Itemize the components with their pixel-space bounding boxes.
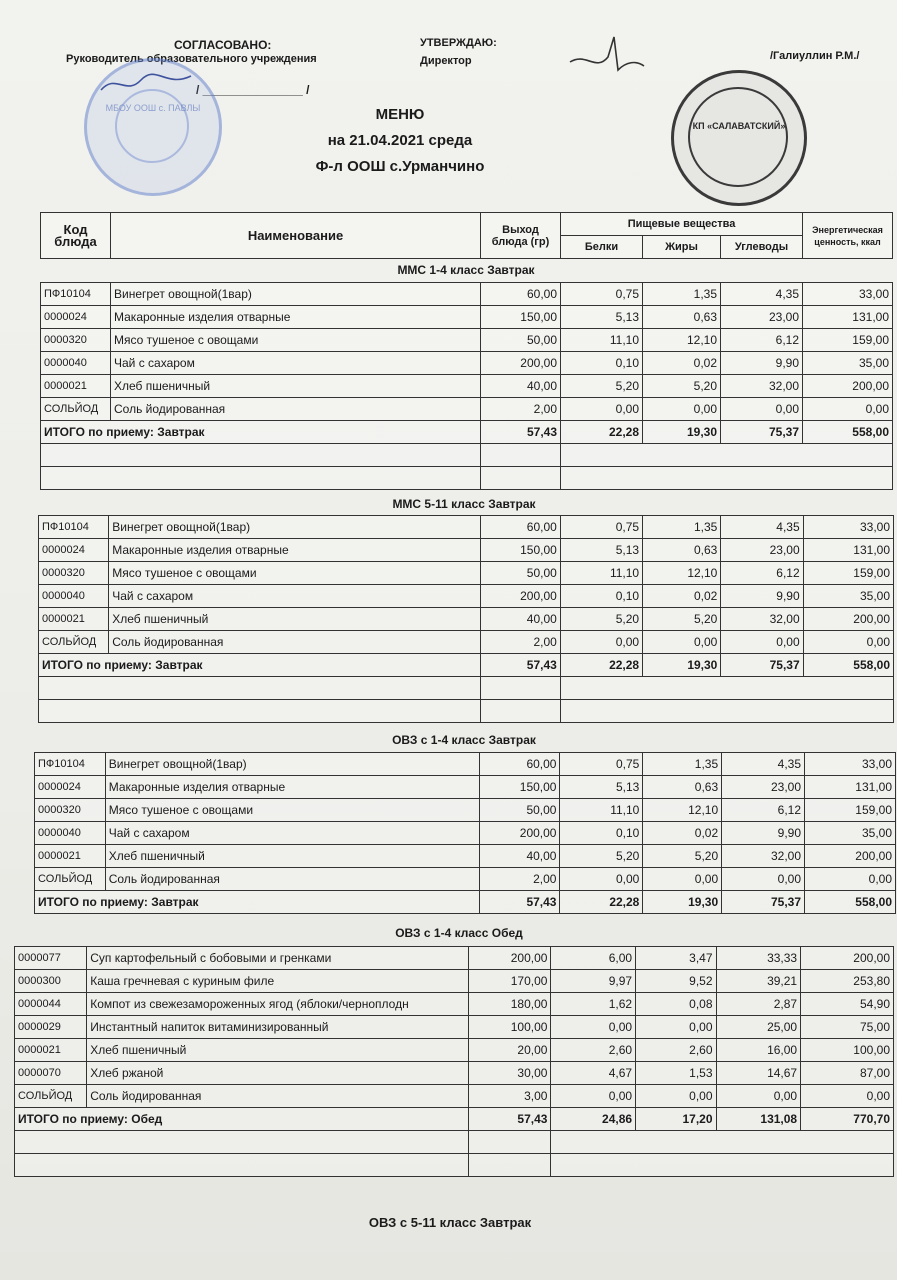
- total-label: ИТОГО по приему: Завтрак: [35, 891, 480, 914]
- dish-energy: 100,00: [801, 1039, 894, 1062]
- dish-output: 40,00: [481, 375, 561, 398]
- table-row: [41, 283, 893, 306]
- dish-output: 200,00: [480, 585, 560, 608]
- total-output: 57,43: [468, 1108, 551, 1131]
- dish-output: 2,00: [481, 398, 561, 421]
- dish-energy: 131,00: [803, 306, 893, 329]
- table-row: [39, 516, 894, 539]
- total-fat: 19,30: [643, 421, 721, 444]
- dish-output: 50,00: [480, 562, 560, 585]
- total-row: [15, 1108, 894, 1131]
- dish-carbs: 32,00: [721, 608, 803, 631]
- dish-name: Компот из свежезамороженных ягод (яблоки/черноплодн: [87, 993, 469, 1016]
- table-row: [41, 306, 893, 329]
- dish-carbs: 2,87: [716, 993, 801, 1016]
- table-row: [35, 753, 896, 776]
- signature-approved: [566, 32, 646, 82]
- dish-name: Инстантный напиток витаминизированный: [87, 1016, 469, 1039]
- dish-name: Хлеб пшеничный: [111, 375, 481, 398]
- col-protein: Белки: [561, 236, 643, 259]
- dish-code: 0000300: [15, 970, 87, 993]
- total-label: ИТОГО по приему: Завтрак: [41, 421, 481, 444]
- dish-code: 0000021: [39, 608, 109, 631]
- dish-name: Чай с сахаром: [109, 585, 480, 608]
- approved-label: УТВЕРЖДАЮ:: [420, 37, 497, 49]
- dish-carbs: 0,00: [721, 398, 803, 421]
- dish-output: 150,00: [481, 306, 561, 329]
- dish-code: 0000077: [15, 947, 87, 970]
- total-label: ИТОГО по приему: Завтрак: [39, 654, 481, 677]
- dish-fat: 0,00: [643, 868, 722, 891]
- agreed-role: Руководитель образовательного учреждения: [66, 53, 317, 65]
- dish-carbs: 23,00: [721, 539, 803, 562]
- dish-carbs: 33,33: [716, 947, 801, 970]
- dish-carbs: 25,00: [716, 1016, 801, 1039]
- dish-protein: 0,00: [560, 868, 643, 891]
- dish-protein: 11,10: [560, 562, 642, 585]
- dish-name: Хлеб ржаной: [87, 1062, 469, 1085]
- total-protein: 24,86: [551, 1108, 636, 1131]
- dish-energy: 0,00: [805, 868, 896, 891]
- table-header: [40, 212, 893, 259]
- blank-row: [15, 1154, 894, 1177]
- dish-protein: 11,10: [560, 799, 643, 822]
- menu-title: МЕНЮ: [375, 106, 425, 123]
- dish-code: ПФ10104: [39, 516, 109, 539]
- dish-protein: 0,00: [551, 1016, 636, 1039]
- dish-carbs: 14,67: [716, 1062, 801, 1085]
- dish-energy: 33,00: [803, 283, 893, 306]
- total-fat: 19,30: [643, 654, 721, 677]
- dish-protein: 0,00: [551, 1085, 636, 1108]
- dish-carbs: 23,00: [722, 776, 805, 799]
- dish-name: Макаронные изделия отварные: [105, 776, 479, 799]
- dish-code: 0000024: [39, 539, 109, 562]
- next-section-title: ОВЗ с 5-11 класс Завтрак: [368, 1215, 532, 1230]
- section-title: ММС 1-4 класс Завтрак: [397, 263, 535, 277]
- dish-code: 0000040: [35, 822, 106, 845]
- dish-energy: 35,00: [805, 822, 896, 845]
- dish-name: Макаронные изделия отварные: [111, 306, 481, 329]
- dish-carbs: 9,90: [721, 352, 803, 375]
- section-table: [40, 282, 893, 490]
- dish-carbs: 0,00: [716, 1085, 801, 1108]
- dish-code: СОЛЬЙОД: [39, 631, 109, 654]
- col-fat: Жиры: [643, 236, 721, 259]
- dish-protein: 4,67: [551, 1062, 636, 1085]
- dish-output: 40,00: [480, 608, 560, 631]
- dish-energy: 200,00: [801, 947, 894, 970]
- table-row: [15, 1016, 894, 1039]
- dish-name: Соль йодированная: [111, 398, 481, 421]
- total-output: 57,43: [479, 891, 560, 914]
- dish-name: Соль йодированная: [105, 868, 479, 891]
- dish-output: 200,00: [479, 822, 560, 845]
- dish-energy: 35,00: [803, 585, 893, 608]
- dish-name: Суп картофельный с бобовыми и гренками: [87, 947, 469, 970]
- dish-fat: 1,53: [636, 1062, 716, 1085]
- dish-energy: 87,00: [801, 1062, 894, 1085]
- total-protein: 22,28: [561, 421, 643, 444]
- dish-energy: 200,00: [803, 375, 893, 398]
- dish-name: Чай с сахаром: [111, 352, 481, 375]
- total-output: 57,43: [480, 654, 560, 677]
- section-title: ММС 5-11 класс Завтрак: [392, 497, 536, 511]
- dish-fat: 0,02: [643, 585, 721, 608]
- dish-energy: 159,00: [803, 562, 893, 585]
- col-name: Наименование: [111, 213, 481, 259]
- table-row: [41, 352, 893, 375]
- dish-output: 200,00: [468, 947, 551, 970]
- dish-name: Мясо тушеное с овощами: [111, 329, 481, 352]
- section-title: ОВЗ с 1-4 класс Обед: [395, 926, 523, 940]
- table-row: [39, 585, 894, 608]
- dish-code: 0000320: [39, 562, 109, 585]
- dish-name: Каша гречневая с куриным филе: [87, 970, 469, 993]
- dish-energy: 200,00: [805, 845, 896, 868]
- dish-name: Макаронные изделия отварные: [109, 539, 480, 562]
- dish-fat: 0,00: [636, 1085, 716, 1108]
- dish-code: 0000024: [41, 306, 111, 329]
- table-row: [39, 608, 894, 631]
- dish-fat: 0,63: [643, 776, 722, 799]
- dish-protein: 5,13: [560, 539, 642, 562]
- dish-energy: 200,00: [803, 608, 893, 631]
- dish-code: 0000044: [15, 993, 87, 1016]
- dish-code: 0000021: [35, 845, 106, 868]
- section-table: [38, 515, 894, 723]
- blue-stamp: [84, 58, 222, 196]
- dish-carbs: 39,21: [716, 970, 801, 993]
- dish-code: ПФ10104: [35, 753, 106, 776]
- dish-output: 30,00: [468, 1062, 551, 1085]
- dish-code: 0000024: [35, 776, 106, 799]
- menu-date: на 21.04.2021 среда: [327, 132, 473, 149]
- dish-energy: 131,00: [805, 776, 896, 799]
- dish-carbs: 4,35: [721, 516, 803, 539]
- dish-code: 0000021: [41, 375, 111, 398]
- dish-fat: 1,35: [643, 516, 721, 539]
- dish-code: СОЛЬЙОД: [41, 398, 111, 421]
- blue-stamp-text: МБОУ ООШ с. ПАВЛЫ: [105, 103, 201, 113]
- total-energy: 770,70: [801, 1108, 894, 1131]
- dish-protein: 9,97: [551, 970, 636, 993]
- col-carbs: Углеводы: [721, 236, 803, 259]
- dish-protein: 5,13: [560, 776, 643, 799]
- col-code: Код блюда: [41, 213, 111, 259]
- dish-carbs: 4,35: [721, 283, 803, 306]
- table-row: [15, 1039, 894, 1062]
- table-row: [41, 398, 893, 421]
- table-row: [39, 562, 894, 585]
- dish-protein: 0,10: [560, 585, 642, 608]
- dish-fat: 5,20: [643, 608, 721, 631]
- blank-row: [15, 1131, 894, 1154]
- dish-fat: 0,02: [643, 352, 721, 375]
- table-row: [35, 822, 896, 845]
- dish-output: 50,00: [481, 329, 561, 352]
- dish-protein: 0,00: [561, 398, 643, 421]
- dish-carbs: 9,90: [721, 585, 803, 608]
- dish-energy: 0,00: [801, 1085, 894, 1108]
- school-name: Ф-л ООШ с.Урманчино: [315, 158, 485, 175]
- dish-fat: 0,08: [636, 993, 716, 1016]
- dish-energy: 33,00: [803, 516, 893, 539]
- total-output: 57,43: [481, 421, 561, 444]
- dish-output: 200,00: [481, 352, 561, 375]
- total-row: [35, 891, 896, 914]
- dish-energy: 0,00: [803, 398, 893, 421]
- table-row: [35, 845, 896, 868]
- blank-row: [41, 467, 893, 490]
- total-carbs: 75,37: [721, 421, 803, 444]
- dish-name: Хлеб пшеничный: [87, 1039, 469, 1062]
- dish-code: СОЛЬЙОД: [15, 1085, 87, 1108]
- approved-role: Директор: [420, 55, 472, 67]
- dish-fat: 0,00: [643, 631, 721, 654]
- dish-fat: 0,00: [643, 398, 721, 421]
- col-energy: Энергетическая ценность, ккал: [803, 213, 893, 259]
- dish-code: 0000021: [15, 1039, 87, 1062]
- section-table: [34, 752, 896, 914]
- dish-carbs: 0,00: [721, 631, 803, 654]
- blank-row: [39, 677, 894, 700]
- dish-protein: 11,10: [561, 329, 643, 352]
- dish-name: Винегрет овощной(1вар): [111, 283, 481, 306]
- dish-carbs: 23,00: [721, 306, 803, 329]
- dish-output: 60,00: [481, 283, 561, 306]
- dish-carbs: 0,00: [722, 868, 805, 891]
- dish-output: 40,00: [479, 845, 560, 868]
- total-fat: 19,30: [643, 891, 722, 914]
- dish-fat: 12,10: [643, 562, 721, 585]
- dish-output: 2,00: [479, 868, 560, 891]
- dish-energy: 159,00: [803, 329, 893, 352]
- dish-output: 3,00: [468, 1085, 551, 1108]
- dish-fat: 2,60: [636, 1039, 716, 1062]
- dish-carbs: 32,00: [721, 375, 803, 398]
- table-row: [15, 1085, 894, 1108]
- seal-text: КП «САЛАВАТСКИЙ»: [692, 121, 786, 131]
- total-row: [39, 654, 894, 677]
- dish-output: 60,00: [479, 753, 560, 776]
- dish-fat: 5,20: [643, 845, 722, 868]
- dish-output: 180,00: [468, 993, 551, 1016]
- agreed-label: СОГЛАСОВАНО:: [174, 38, 272, 52]
- total-label: ИТОГО по приему: Обед: [15, 1108, 469, 1131]
- dish-protein: 0,10: [560, 822, 643, 845]
- dish-energy: 159,00: [805, 799, 896, 822]
- table-row: [15, 1062, 894, 1085]
- dish-code: СОЛЬЙОД: [35, 868, 106, 891]
- dish-fat: 0,63: [643, 539, 721, 562]
- dish-fat: 12,10: [643, 799, 722, 822]
- dish-name: Винегрет овощной(1вар): [105, 753, 479, 776]
- table-row: [15, 970, 894, 993]
- table-row: [39, 539, 894, 562]
- dish-fat: 1,35: [643, 283, 721, 306]
- signature-line: / _______________ /: [196, 83, 310, 97]
- dish-fat: 0,00: [636, 1016, 716, 1039]
- col-nutrients: Пищевые вещества: [561, 213, 803, 236]
- dish-protein: 0,10: [561, 352, 643, 375]
- dish-output: 2,00: [480, 631, 560, 654]
- dish-code: 0000320: [41, 329, 111, 352]
- dish-name: Хлеб пшеничный: [105, 845, 479, 868]
- dish-energy: 75,00: [801, 1016, 894, 1039]
- dish-protein: 0,75: [560, 516, 642, 539]
- dish-name: Соль йодированная: [109, 631, 480, 654]
- dish-energy: 35,00: [803, 352, 893, 375]
- dish-protein: 5,20: [560, 608, 642, 631]
- dish-output: 60,00: [480, 516, 560, 539]
- dish-name: Соль йодированная: [87, 1085, 469, 1108]
- section-table: [14, 946, 894, 1177]
- dish-protein: 1,62: [551, 993, 636, 1016]
- dish-name: Чай с сахаром: [105, 822, 479, 845]
- dish-protein: 5,20: [561, 375, 643, 398]
- total-protein: 22,28: [560, 891, 643, 914]
- total-carbs: 75,37: [721, 654, 803, 677]
- organization-seal: [671, 70, 807, 206]
- dish-carbs: 9,90: [722, 822, 805, 845]
- dish-carbs: 6,12: [722, 799, 805, 822]
- dish-fat: 0,02: [643, 822, 722, 845]
- total-row: [41, 421, 893, 444]
- dish-protein: 0,75: [560, 753, 643, 776]
- total-energy: 558,00: [805, 891, 896, 914]
- dish-protein: 0,00: [560, 631, 642, 654]
- col-output: Выход блюда (гр): [481, 213, 561, 259]
- dish-fat: 12,10: [643, 329, 721, 352]
- dish-energy: 0,00: [803, 631, 893, 654]
- dish-fat: 9,52: [636, 970, 716, 993]
- total-energy: 558,00: [803, 421, 893, 444]
- total-energy: 558,00: [803, 654, 893, 677]
- dish-name: Хлеб пшеничный: [109, 608, 480, 631]
- dish-name: Винегрет овощной(1вар): [109, 516, 480, 539]
- total-carbs: 131,08: [716, 1108, 801, 1131]
- dish-protein: 2,60: [551, 1039, 636, 1062]
- dish-carbs: 16,00: [716, 1039, 801, 1062]
- dish-carbs: 6,12: [721, 329, 803, 352]
- dish-output: 20,00: [468, 1039, 551, 1062]
- blank-row: [41, 444, 893, 467]
- table-row: [15, 947, 894, 970]
- dish-energy: 131,00: [803, 539, 893, 562]
- dish-protein: 5,20: [560, 845, 643, 868]
- dish-protein: 5,13: [561, 306, 643, 329]
- dish-code: 0000070: [15, 1062, 87, 1085]
- table-row: [15, 993, 894, 1016]
- dish-fat: 1,35: [643, 753, 722, 776]
- table-row: [35, 868, 896, 891]
- dish-carbs: 4,35: [722, 753, 805, 776]
- dish-output: 100,00: [468, 1016, 551, 1039]
- table-row: [35, 799, 896, 822]
- dish-output: 50,00: [479, 799, 560, 822]
- dish-code: 0000029: [15, 1016, 87, 1039]
- dish-energy: 33,00: [805, 753, 896, 776]
- dish-code: 0000040: [41, 352, 111, 375]
- dish-code: ПФ10104: [41, 283, 111, 306]
- blank-row: [39, 700, 894, 723]
- total-fat: 17,20: [636, 1108, 716, 1131]
- dish-name: Мясо тушеное с овощами: [109, 562, 480, 585]
- dish-output: 150,00: [479, 776, 560, 799]
- table-row: [39, 631, 894, 654]
- dish-fat: 5,20: [643, 375, 721, 398]
- dish-fat: 3,47: [636, 947, 716, 970]
- table-row: [41, 329, 893, 352]
- total-protein: 22,28: [560, 654, 642, 677]
- dish-carbs: 6,12: [721, 562, 803, 585]
- dish-fat: 0,63: [643, 306, 721, 329]
- dish-output: 150,00: [480, 539, 560, 562]
- table-row: [41, 375, 893, 398]
- dish-protein: 0,75: [561, 283, 643, 306]
- dish-energy: 54,90: [801, 993, 894, 1016]
- total-carbs: 75,37: [722, 891, 805, 914]
- dish-protein: 6,00: [551, 947, 636, 970]
- table-row: [35, 776, 896, 799]
- dish-output: 170,00: [468, 970, 551, 993]
- dish-energy: 253,80: [801, 970, 894, 993]
- dish-name: Мясо тушеное с овощами: [105, 799, 479, 822]
- section-title: ОВЗ с 1-4 класс Завтрак: [392, 733, 536, 747]
- dish-code: 0000040: [39, 585, 109, 608]
- dish-carbs: 32,00: [722, 845, 805, 868]
- dish-code: 0000320: [35, 799, 106, 822]
- approver-name: /Галиуллин Р.М./: [770, 50, 860, 62]
